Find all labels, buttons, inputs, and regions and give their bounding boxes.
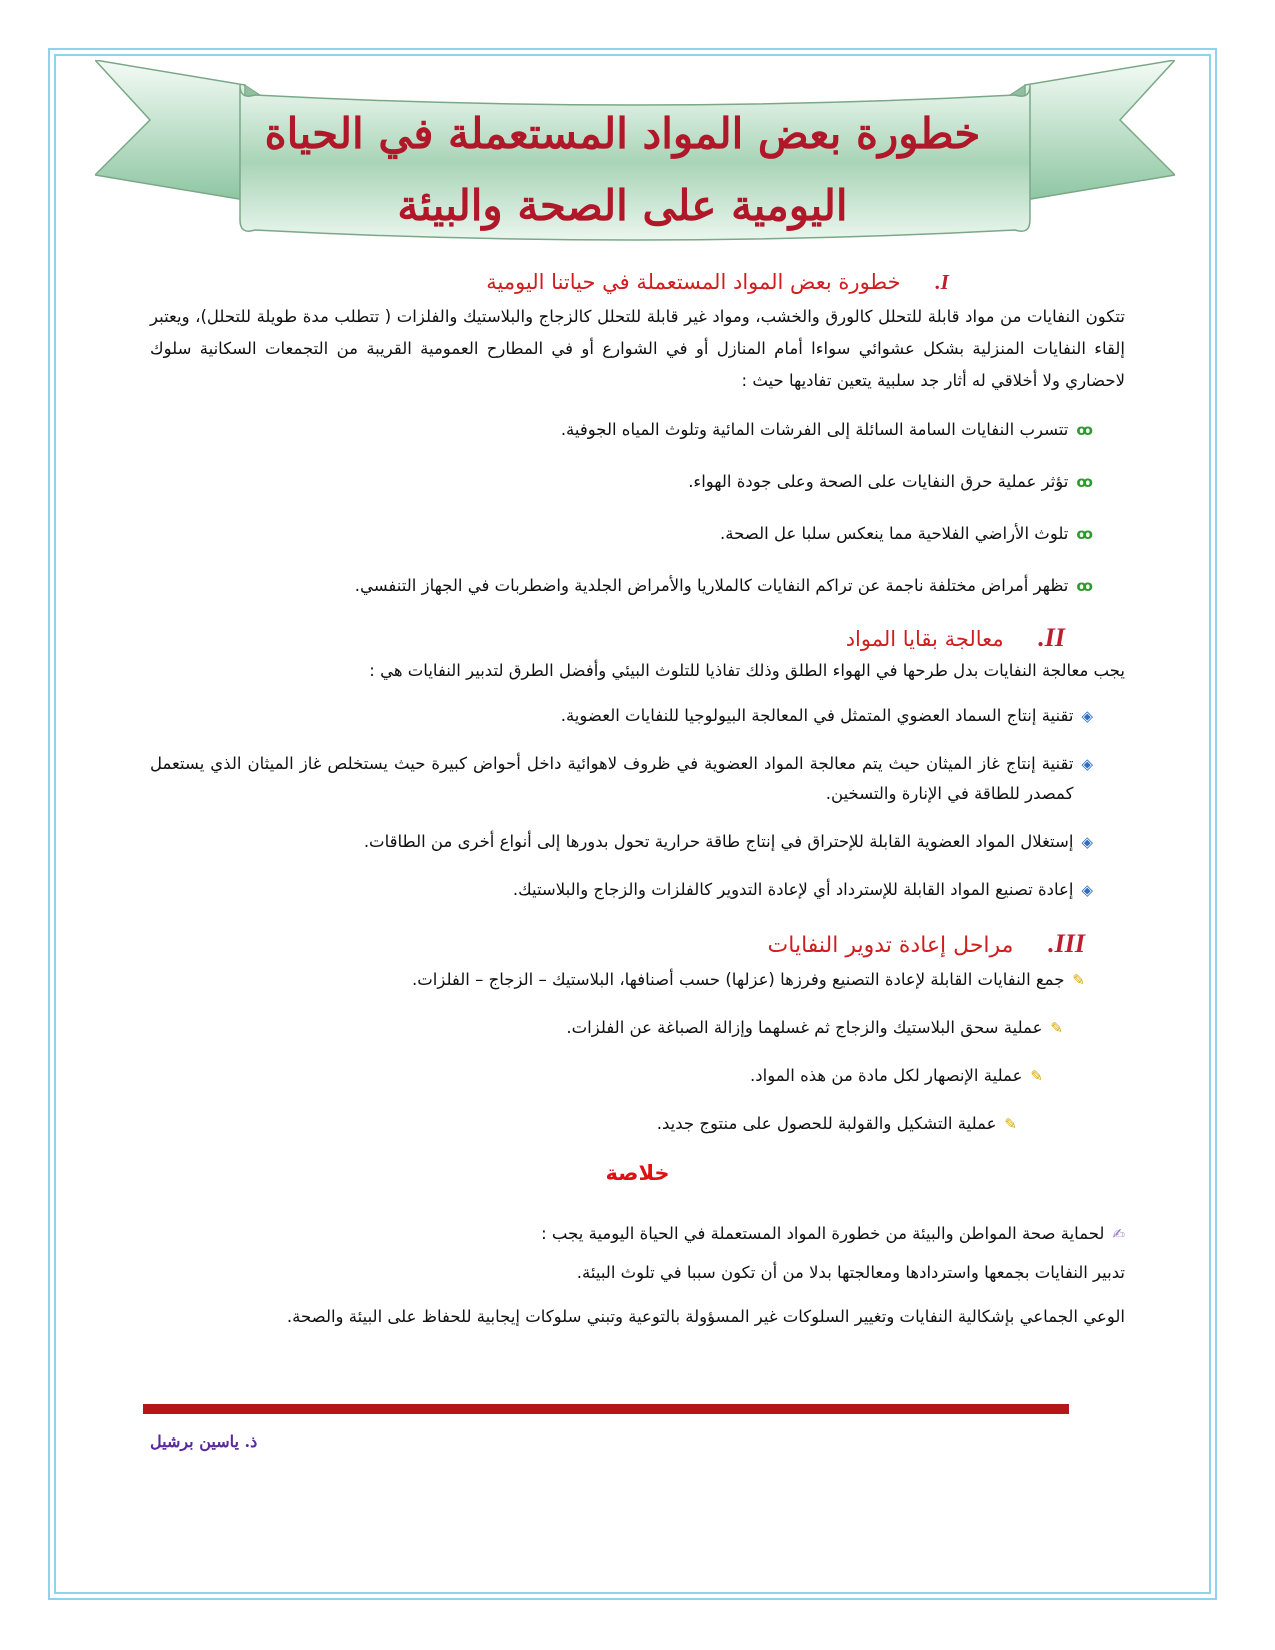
section-2-heading [150, 623, 1125, 653]
page-title [255, 95, 990, 245]
list-item: ◈ إستغلال المواد العضوية القابلة للإحتراق في إنتاج طاقة حرارية تحول بدورها إلى أنواع أخرى من الطاقات. [150, 827, 1093, 857]
list-item: ◈ تقنية إنتاج السماد العضوي المتمثل في المعالجة البيولوجيا للنفايات العضوية. [150, 701, 1093, 731]
list-item: ✎ عملية التشكيل والقولبة للحصول على منتوج جديد. [150, 1109, 1125, 1139]
section-2-title: معالجة بقايا المواد [845, 627, 1004, 651]
author-signature: ذ. ياسين برشيل [150, 1432, 258, 1451]
section-1-list [150, 415, 1125, 601]
summary-title: خلاصة [605, 1161, 670, 1185]
section-3-number: III. [1048, 929, 1085, 958]
section-1-title: خطورة بعض المواد المستعملة في حياتنا اليومية [486, 270, 901, 294]
pen-icon: ✍ [1112, 1225, 1125, 1243]
section-3-title: مراحل إعادة تدوير النفايات [767, 933, 1014, 958]
summary-line-2: الوعي الجماعي بإشكالية النفايات وتغيير السلوكات غير المسؤولة بالتوعية وتبني سلوكات إيجابية للحفاظ على البيئة والصحة. [286, 1307, 1125, 1326]
bullet-icon: ◈ [1081, 755, 1093, 773]
bullet-icon: ✎ [1050, 1019, 1063, 1037]
list-item: ꝏ تظهر أمراض مختلفة ناجمة عن تراكم النفايات كالملاريا والأمراض الجلدية واضطربات في الجهاز التنفسي. [150, 571, 1093, 601]
list-item: ✎ عملية سحق البلاستيك والزجاج ثم غسلهما وإزالة الصباغة عن الفلزات. [150, 1013, 1125, 1043]
title-line-1: خطورة بعض المواد المستعملة في الحياة [264, 109, 981, 158]
section-1-heading [310, 270, 1125, 295]
bullet-icon: ◈ [1081, 707, 1093, 725]
title-line-2: اليومية على الصحة والبيئة [397, 181, 848, 230]
document-body [150, 270, 1125, 1333]
section-3-heading [150, 929, 1125, 959]
list-item: ꝏ تتسرب النفايات السامة السائلة إلى الفرشات المائية وتلوث المياه الجوفية. [150, 415, 1093, 445]
list-item: ◈ إعادة تصنيع المواد القابلة للإسترداد أي لإعادة التدوير كالفلزات والزجاج والبلاستيك. [150, 875, 1093, 905]
section-1-intro: تتكون النفايات من مواد قابلة للتحلل كالورق والخشب، ومواد غير قابلة للتحلل كالزجاج والبلاستيك والفلزات ( تتطلب مدة طويلة للتحلل)، ويعتبر إلقاء النفايات المنزلية بشكل عشوائي سواءا أمام المنازل أو في الشوارع أو في المطارح العمومية القريبة من التجمعات السكانية سلوك لاحضاري ولا أخلاقي له أثار جد سلبية يتعين تفاديها حيث : [150, 307, 1125, 390]
section-2-number: II. [1038, 623, 1065, 652]
section-2-intro: يجب معالجة النفايات بدل طرحها في الهواء الطلق وذلك تفاذيا للتلوث البيئي وأفضل الطرق لتدبير النفايات هي : [369, 661, 1125, 680]
footer-rule [143, 1404, 1069, 1414]
bullet-icon: ✎ [1004, 1115, 1017, 1133]
list-item: ꝏ تؤثر عملية حرق النفايات على الصحة وعلى جودة الهواء. [150, 467, 1093, 497]
list-item: ✎ عملية الإنصهار لكل مادة من هذه المواد. [150, 1061, 1125, 1091]
list-item: ꝏ تلوث الأراضي الفلاحية مما ينعكس سلبا عل الصحة. [150, 519, 1093, 549]
summary-line-1: تدبير النفايات بجمعها واستردادها ومعالجتها بدلا من أن تكون سببا في تلوث البيئة. [576, 1263, 1125, 1282]
bullet-icon: ✎ [1030, 1067, 1043, 1085]
bullet-icon: ꝏ [1076, 421, 1093, 439]
list-item: ◈ تقنية إنتاج غاز الميثان حيث يتم معالجة المواد العضوية في ظروف لاهوائية داخل أحواض كبيرة حيث يستخلص غاز الميثان الذي يستعمل كمصدر للطاقة في الإنارة والتسخين. [150, 749, 1125, 809]
bullet-icon: ꝏ [1076, 525, 1093, 543]
list-item: ✎ جمع النفايات القابلة لإعادة التصنيع وفرزها (عزلها) حسب أصنافها، البلاستيك – الزجاج – الفلزات. [150, 965, 1125, 995]
summary-lead: ✍ لحماية صحة المواطن والبيئة من خطورة المواد المستعملة في الحياة اليومية يجب : [150, 1219, 1125, 1249]
bullet-icon: ◈ [1081, 833, 1093, 851]
bullet-icon: ꝏ [1076, 577, 1093, 595]
section-3-list [150, 965, 1125, 1139]
section-1-number: I. [935, 270, 949, 294]
section-2-list [150, 701, 1125, 905]
bullet-icon: ✎ [1072, 971, 1085, 989]
bullet-icon: ◈ [1081, 881, 1093, 899]
bullet-icon: ꝏ [1076, 473, 1093, 491]
